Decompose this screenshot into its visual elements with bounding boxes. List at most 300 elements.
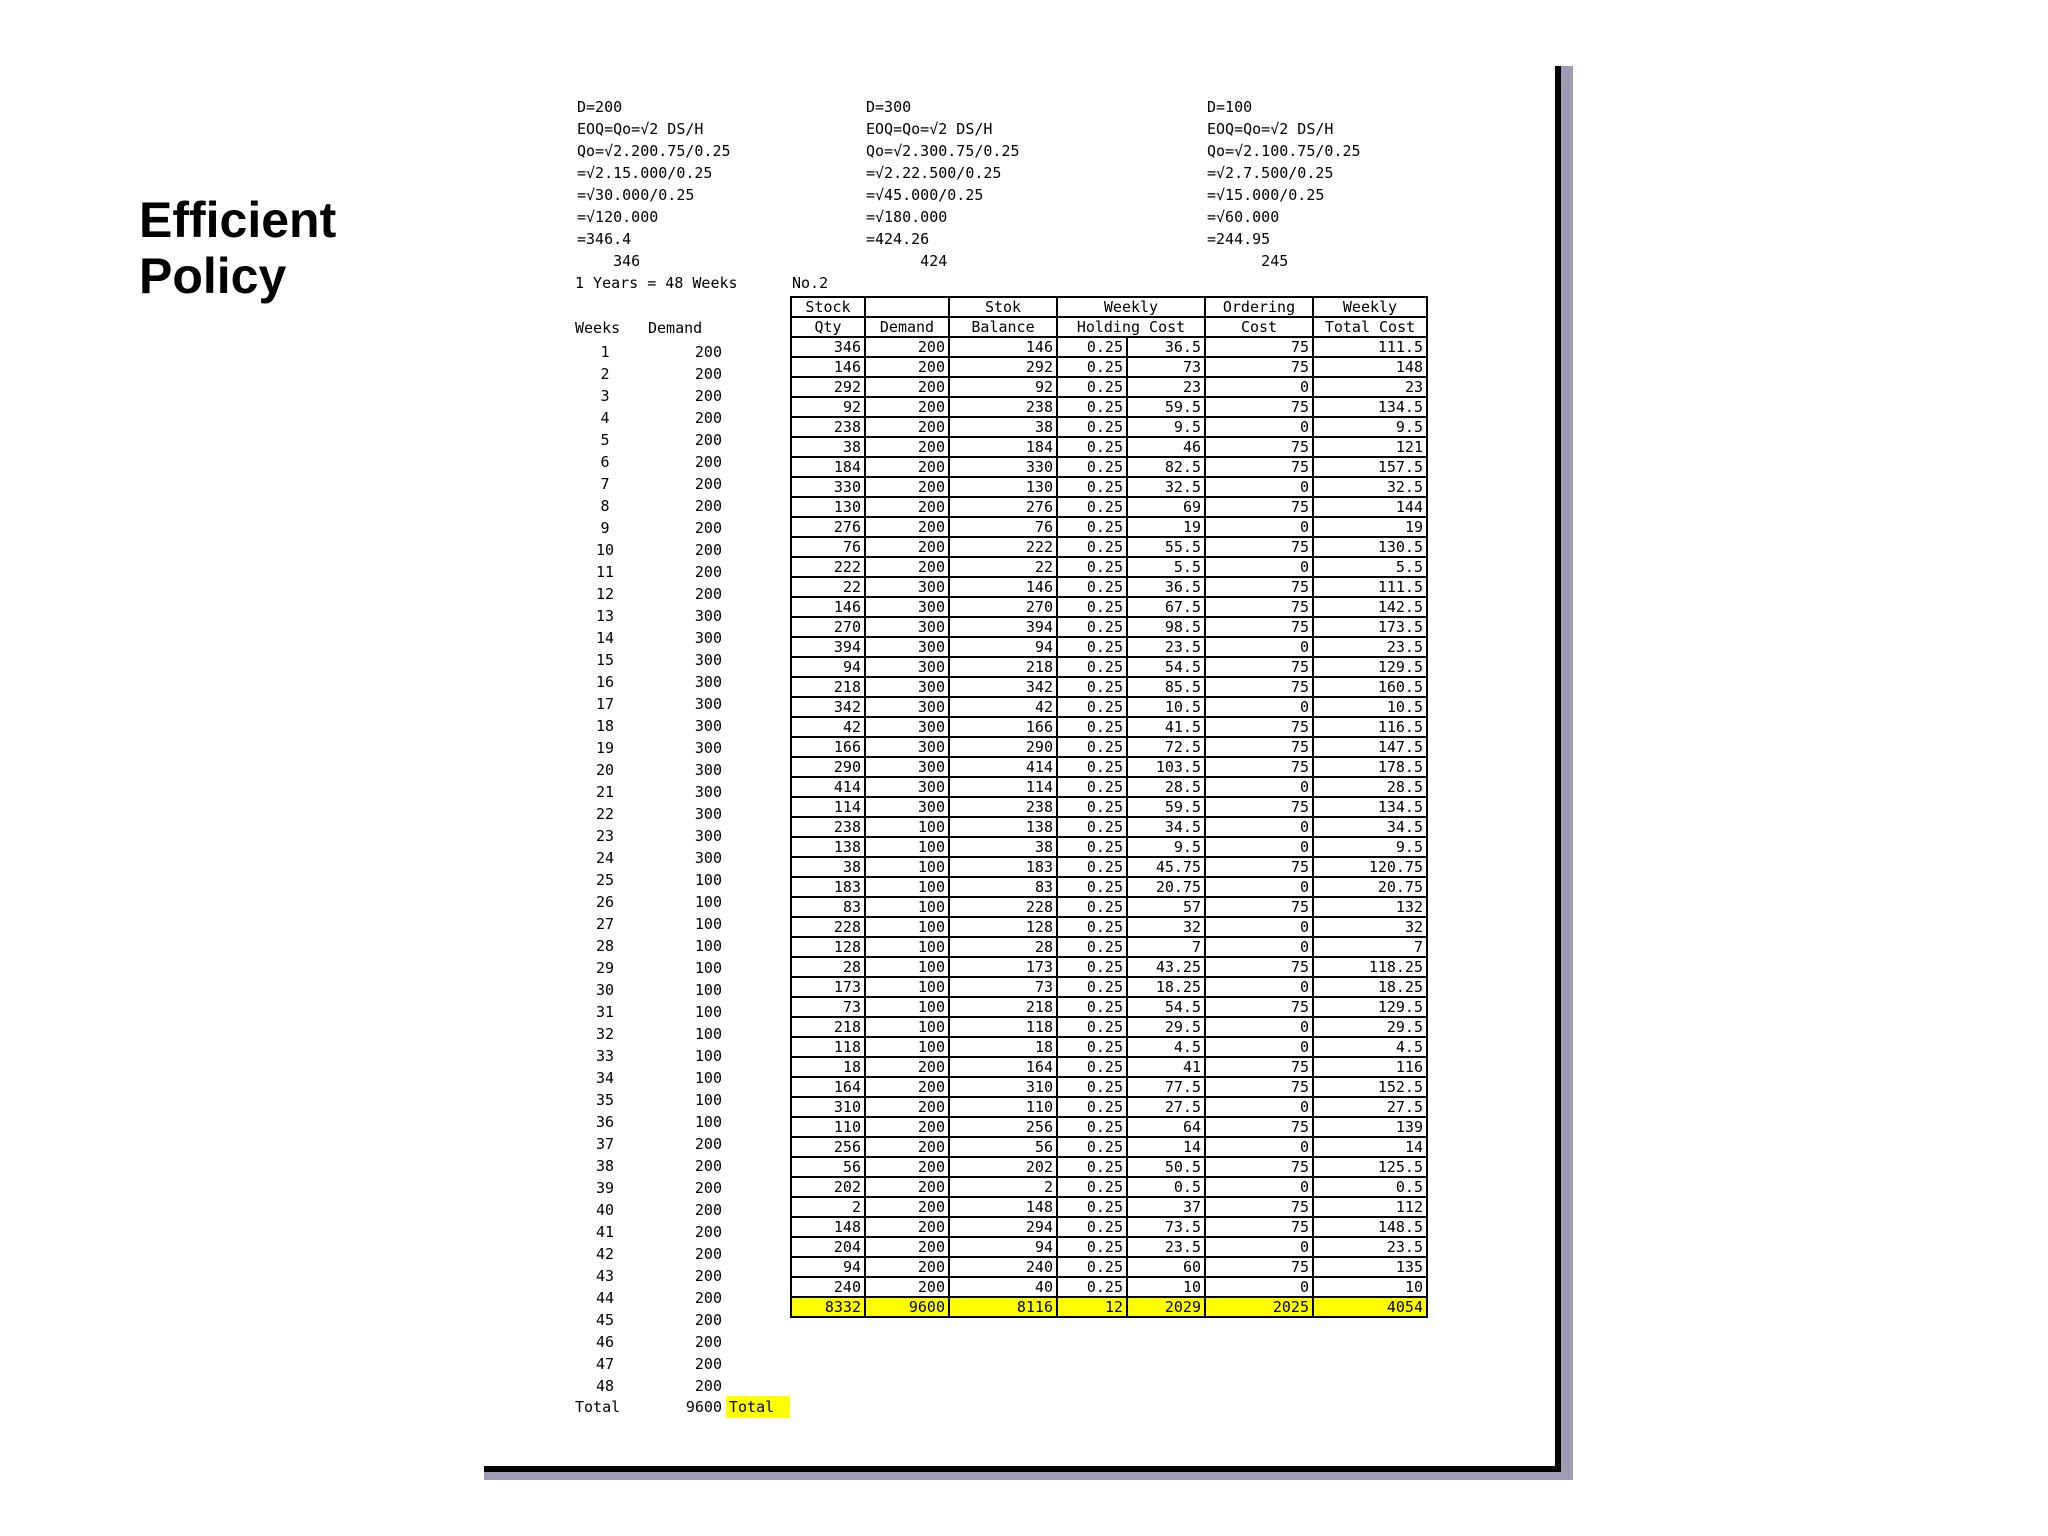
calc-line: =√45.000/0.25 [866, 186, 984, 204]
week-number: 24 [595, 849, 615, 867]
calc-line: EOQ=Qo=√2 DS/H [577, 120, 704, 138]
weekly-total-cost: 173.5 [1313, 617, 1427, 637]
ordering-cost: 75 [1205, 737, 1313, 757]
weekly-total-cost: 116 [1313, 1057, 1427, 1077]
stock-balance: 184 [949, 437, 1057, 457]
ordering-cost: 75 [1205, 497, 1313, 517]
holding-cost: 29.5 [1127, 1017, 1205, 1037]
week-demand: 200 [694, 1267, 722, 1285]
holding-cost: 5.5 [1127, 557, 1205, 577]
week-demand: 100 [694, 1091, 722, 1109]
table-row [791, 797, 1427, 817]
stock-balance: 56 [949, 1137, 1057, 1157]
holding-rate: 0.25 [1057, 677, 1127, 697]
ordering-cost: 0 [1205, 817, 1313, 837]
stock-qty: 276 [791, 517, 865, 537]
ordering-cost: 0 [1205, 1177, 1313, 1197]
week-number: 43 [595, 1267, 615, 1285]
demand: 300 [865, 797, 949, 817]
ordering-cost: 0 [1205, 1137, 1313, 1157]
weekly-total-cost: 19 [1313, 517, 1427, 537]
stock-qty: 218 [791, 1017, 865, 1037]
stock-qty: 38 [791, 857, 865, 877]
holding-cost: 27.5 [1127, 1097, 1205, 1117]
ordering-cost: 0 [1205, 1097, 1313, 1117]
holding-rate: 0.25 [1057, 617, 1127, 637]
demand: 200 [865, 1137, 949, 1157]
table-total-row [791, 1297, 1427, 1317]
holding-rate: 0.25 [1057, 997, 1127, 1017]
weekly-total-cost: 121 [1313, 437, 1427, 457]
table-row [791, 697, 1427, 717]
stock-balance: 148 [949, 1197, 1057, 1217]
weekly-total-cost: 5.5 [1313, 557, 1427, 577]
calc-line: =424.26 [866, 230, 930, 248]
table-row [791, 997, 1427, 1017]
table-row [791, 397, 1427, 417]
stock-balance: 270 [949, 597, 1057, 617]
weekly-total-cost: 160.5 [1313, 677, 1427, 697]
holding-cost: 54.5 [1127, 997, 1205, 1017]
stock-balance: 40 [949, 1277, 1057, 1297]
weekly-total-cost: 27.5 [1313, 1097, 1427, 1117]
holding-rate: 0.25 [1057, 837, 1127, 857]
week-number: 32 [595, 1025, 615, 1043]
table-row [791, 1037, 1427, 1057]
stock-balance: 73 [949, 977, 1057, 997]
week-demand: 100 [694, 1025, 722, 1043]
total-holding-rate: 12 [1057, 1297, 1127, 1317]
holding-cost: 67.5 [1127, 597, 1205, 617]
week-number: 29 [595, 959, 615, 977]
holding-cost: 28.5 [1127, 777, 1205, 797]
holding-rate: 0.25 [1057, 1237, 1127, 1257]
holding-rate: 0.25 [1057, 657, 1127, 677]
ordering-cost: 75 [1205, 577, 1313, 597]
holding-cost: 19 [1127, 517, 1205, 537]
stock-balance: 146 [949, 337, 1057, 357]
week-number: 8 [600, 497, 610, 515]
holding-cost: 41.5 [1127, 717, 1205, 737]
stock-balance: 28 [949, 937, 1057, 957]
week-number: 15 [595, 651, 615, 669]
header-weekly-total: Weekly [1313, 297, 1427, 317]
ordering-cost: 75 [1205, 1157, 1313, 1177]
calc-line: EOQ=Qo=√2 DS/H [1207, 120, 1334, 138]
table-row [791, 1097, 1427, 1117]
week-demand: 200 [694, 1223, 722, 1241]
holding-cost: 41 [1127, 1057, 1205, 1077]
weekly-total-cost: 135 [1313, 1257, 1427, 1277]
header-cost: Cost [1205, 317, 1313, 337]
demand: 100 [865, 957, 949, 977]
stock-qty: 114 [791, 797, 865, 817]
holding-cost: 0.5 [1127, 1177, 1205, 1197]
table-header-row-1 [791, 297, 1427, 317]
stock-balance: 22 [949, 557, 1057, 577]
table-row [791, 1177, 1427, 1197]
holding-rate: 0.25 [1057, 377, 1127, 397]
week-number: 4 [600, 409, 610, 427]
week-demand: 300 [694, 607, 722, 625]
holding-rate: 0.25 [1057, 897, 1127, 917]
week-demand: 200 [694, 1289, 722, 1307]
holding-rate: 0.25 [1057, 1217, 1127, 1237]
demand: 200 [865, 1197, 949, 1217]
ordering-cost: 75 [1205, 597, 1313, 617]
weekly-total-cost: 134.5 [1313, 797, 1427, 817]
holding-cost: 60 [1127, 1257, 1205, 1277]
weekly-total-cost: 148 [1313, 357, 1427, 377]
holding-rate: 0.25 [1057, 577, 1127, 597]
stock-qty: 128 [791, 937, 865, 957]
weekly-total-cost: 116.5 [1313, 717, 1427, 737]
ordering-cost: 0 [1205, 877, 1313, 897]
holding-rate: 0.25 [1057, 737, 1127, 757]
header-qty: Qty [791, 317, 865, 337]
table-row [791, 897, 1427, 917]
weekly-total-cost: 20.75 [1313, 877, 1427, 897]
calc-line: =346.4 [577, 230, 632, 248]
week-number: 40 [595, 1201, 615, 1219]
holding-rate: 0.25 [1057, 1057, 1127, 1077]
holding-cost: 57 [1127, 897, 1205, 917]
demand: 100 [865, 917, 949, 937]
frame-shadow-bottom [484, 1472, 1573, 1480]
demand: 200 [865, 477, 949, 497]
week-number: 36 [595, 1113, 615, 1131]
calc-line: D=300 [866, 98, 912, 116]
ordering-cost: 75 [1205, 897, 1313, 917]
calc-line: =√180.000 [866, 208, 948, 226]
stock-balance: 342 [949, 677, 1057, 697]
calc-line: 424 [866, 252, 948, 270]
week-demand: 200 [694, 431, 722, 449]
demand: 200 [865, 1237, 949, 1257]
stock-qty: 204 [791, 1237, 865, 1257]
holding-rate: 0.25 [1057, 857, 1127, 877]
table-row [791, 937, 1427, 957]
demand: 300 [865, 637, 949, 657]
week-demand: 300 [694, 761, 722, 779]
stock-qty: 164 [791, 1077, 865, 1097]
week-number: 20 [595, 761, 615, 779]
demand: 300 [865, 717, 949, 737]
demand: 200 [865, 1257, 949, 1277]
ordering-cost: 75 [1205, 337, 1313, 357]
holding-cost: 10 [1127, 1277, 1205, 1297]
holding-cost: 37 [1127, 1197, 1205, 1217]
week-number: 42 [595, 1245, 615, 1263]
stock-qty: 83 [791, 897, 865, 917]
demand: 200 [865, 1217, 949, 1237]
table-row [791, 517, 1427, 537]
holding-rate: 0.25 [1057, 497, 1127, 517]
holding-rate: 0.25 [1057, 417, 1127, 437]
demand: 200 [865, 377, 949, 397]
weekly-total-cost: 129.5 [1313, 997, 1427, 1017]
week-demand: 200 [694, 1377, 722, 1395]
total-weeks-label: Total [575, 1398, 621, 1416]
demand: 300 [865, 697, 949, 717]
holding-cost: 36.5 [1127, 337, 1205, 357]
weekly-total-cost: 10 [1313, 1277, 1427, 1297]
demand: 100 [865, 977, 949, 997]
stock-balance: 42 [949, 697, 1057, 717]
week-number: 30 [595, 981, 615, 999]
stock-qty: 222 [791, 557, 865, 577]
total-weekly-total-cost: 4054 [1313, 1297, 1427, 1317]
ordering-cost: 75 [1205, 457, 1313, 477]
demand: 100 [865, 817, 949, 837]
stock-balance: 310 [949, 1077, 1057, 1097]
weekly-total-cost: 157.5 [1313, 457, 1427, 477]
stock-balance: 76 [949, 517, 1057, 537]
ordering-cost: 0 [1205, 1037, 1313, 1057]
week-number: 34 [595, 1069, 615, 1087]
demand: 300 [865, 617, 949, 637]
ordering-cost: 75 [1205, 1257, 1313, 1277]
holding-cost: 34.5 [1127, 817, 1205, 837]
header-demand: Demand [865, 317, 949, 337]
stock-qty: 342 [791, 697, 865, 717]
header-total-cost: Total Cost [1313, 317, 1427, 337]
stock-balance: 183 [949, 857, 1057, 877]
week-demand: 200 [694, 387, 722, 405]
stock-balance: 294 [949, 1217, 1057, 1237]
weekly-total-cost: 134.5 [1313, 397, 1427, 417]
week-demand: 100 [694, 893, 722, 911]
demand: 300 [865, 657, 949, 677]
stock-balance: 173 [949, 957, 1057, 977]
calc-line: 346 [577, 252, 641, 270]
slide-title [139, 192, 336, 304]
calc-block-d300 [866, 96, 1020, 272]
stock-qty: 238 [791, 817, 865, 837]
week-number: 1 [600, 343, 610, 361]
week-demand: 100 [694, 1069, 722, 1087]
holding-cost: 20.75 [1127, 877, 1205, 897]
ordering-cost: 0 [1205, 837, 1313, 857]
weekly-total-cost: 148.5 [1313, 1217, 1427, 1237]
holding-cost: 43.25 [1127, 957, 1205, 977]
ordering-cost: 75 [1205, 1117, 1313, 1137]
week-number: 5 [600, 431, 610, 449]
title-line-1: Efficient [139, 192, 337, 248]
week-number: 31 [595, 1003, 615, 1021]
week-number: 2 [600, 365, 610, 383]
weeks-header: Weeks [575, 319, 621, 337]
stock-qty: 94 [791, 1257, 865, 1277]
holding-rate: 0.25 [1057, 557, 1127, 577]
ordering-cost: 0 [1205, 977, 1313, 997]
table-row [791, 737, 1427, 757]
ordering-cost: 0 [1205, 637, 1313, 657]
stock-balance: 238 [949, 797, 1057, 817]
stock-qty: 346 [791, 337, 865, 357]
holding-cost: 9.5 [1127, 417, 1205, 437]
week-demand: 200 [694, 475, 722, 493]
stock-qty: 2 [791, 1197, 865, 1217]
weekly-total-cost: 152.5 [1313, 1077, 1427, 1097]
weekly-total-cost: 147.5 [1313, 737, 1427, 757]
table-row [791, 957, 1427, 977]
ordering-cost: 75 [1205, 437, 1313, 457]
stock-qty: 18 [791, 1057, 865, 1077]
ordering-cost: 75 [1205, 677, 1313, 697]
week-demand: 300 [694, 695, 722, 713]
stock-balance: 83 [949, 877, 1057, 897]
table-row [791, 817, 1427, 837]
calc-line: =√2.22.500/0.25 [866, 164, 1002, 182]
calc-line: 245 [1207, 252, 1289, 270]
weekly-total-cost: 23 [1313, 377, 1427, 397]
stock-qty: 130 [791, 497, 865, 517]
table-row [791, 1277, 1427, 1297]
holding-cost: 7 [1127, 937, 1205, 957]
week-number: 9 [600, 519, 610, 537]
demand: 200 [865, 1177, 949, 1197]
stock-balance: 92 [949, 377, 1057, 397]
calc-line: =√60.000 [1207, 208, 1280, 226]
week-demand: 200 [694, 409, 722, 427]
stock-balance: 276 [949, 497, 1057, 517]
stock-qty: 38 [791, 437, 865, 457]
week-number: 21 [595, 783, 615, 801]
holding-cost: 59.5 [1127, 397, 1205, 417]
weekly-total-cost: 130.5 [1313, 537, 1427, 557]
stock-qty: 110 [791, 1117, 865, 1137]
demand: 300 [865, 737, 949, 757]
stock-balance: 146 [949, 577, 1057, 597]
week-demand: 200 [694, 1355, 722, 1373]
calc-line: =√2.7.500/0.25 [1207, 164, 1334, 182]
week-number: 14 [595, 629, 615, 647]
week-demand: 300 [694, 739, 722, 757]
stock-balance: 330 [949, 457, 1057, 477]
stock-qty: 56 [791, 1157, 865, 1177]
table-header-row-2 [791, 317, 1427, 337]
week-number: 12 [595, 585, 615, 603]
week-demand: 200 [694, 585, 722, 603]
stock-qty: 166 [791, 737, 865, 757]
demand: 200 [865, 437, 949, 457]
week-number: 46 [595, 1333, 615, 1351]
holding-rate: 0.25 [1057, 357, 1127, 377]
demand: 300 [865, 757, 949, 777]
ordering-cost: 75 [1205, 357, 1313, 377]
stock-qty: 238 [791, 417, 865, 437]
table-row [791, 1057, 1427, 1077]
week-number: 28 [595, 937, 615, 955]
stock-balance: 256 [949, 1117, 1057, 1137]
calc-line: Qo=√2.100.75/0.25 [1207, 142, 1361, 160]
total-demand-value: 9600 [685, 1398, 722, 1416]
holding-cost: 23.5 [1127, 1237, 1205, 1257]
stock-qty: 330 [791, 477, 865, 497]
table-row [791, 857, 1427, 877]
table-row [791, 477, 1427, 497]
calc-line: D=200 [577, 98, 623, 116]
holding-rate: 0.25 [1057, 1177, 1127, 1197]
week-demand: 200 [694, 541, 722, 559]
stock-balance: 240 [949, 1257, 1057, 1277]
demand: 100 [865, 997, 949, 1017]
demand: 200 [865, 557, 949, 577]
demand: 100 [865, 857, 949, 877]
header-balance: Balance [949, 317, 1057, 337]
ordering-cost: 0 [1205, 1277, 1313, 1297]
stock-qty: 394 [791, 637, 865, 657]
calc-block-d200 [577, 96, 731, 272]
calc-line: Qo=√2.300.75/0.25 [866, 142, 1020, 160]
holding-rate: 0.25 [1057, 717, 1127, 737]
calc-block-d100 [1207, 96, 1361, 272]
demand: 200 [865, 1277, 949, 1297]
table-row [791, 1217, 1427, 1237]
week-demand: 200 [694, 365, 722, 383]
stock-balance: 166 [949, 717, 1057, 737]
weekly-total-cost: 144 [1313, 497, 1427, 517]
week-number: 33 [595, 1047, 615, 1065]
week-demand: 300 [694, 827, 722, 845]
calc-line: =244.95 [1207, 230, 1271, 248]
demand: 100 [865, 837, 949, 857]
holding-cost: 54.5 [1127, 657, 1205, 677]
weekly-total-cost: 112 [1313, 1197, 1427, 1217]
week-demand: 100 [694, 981, 722, 999]
table-row [791, 777, 1427, 797]
holding-rate: 0.25 [1057, 637, 1127, 657]
stock-qty: 138 [791, 837, 865, 857]
week-number: 3 [600, 387, 610, 405]
week-number: 22 [595, 805, 615, 823]
week-demand: 100 [694, 1003, 722, 1021]
stock-qty: 148 [791, 1217, 865, 1237]
week-demand: 200 [694, 1311, 722, 1329]
week-demand: 200 [694, 1333, 722, 1351]
holding-rate: 0.25 [1057, 777, 1127, 797]
table-row [791, 1117, 1427, 1137]
holding-rate: 0.25 [1057, 537, 1127, 557]
frame-shadow-right [1561, 66, 1573, 1480]
demand: 200 [865, 1057, 949, 1077]
weekly-total-cost: 125.5 [1313, 1157, 1427, 1177]
holding-rate: 0.25 [1057, 337, 1127, 357]
holding-cost: 73 [1127, 357, 1205, 377]
week-demand: 300 [694, 783, 722, 801]
ordering-cost: 0 [1205, 417, 1313, 437]
ordering-cost: 75 [1205, 717, 1313, 737]
holding-cost: 18.25 [1127, 977, 1205, 997]
week-number: 48 [595, 1377, 615, 1395]
stock-balance: 394 [949, 617, 1057, 637]
table-row [791, 657, 1427, 677]
demand: 200 [865, 397, 949, 417]
stock-balance: 130 [949, 477, 1057, 497]
holding-cost: 82.5 [1127, 457, 1205, 477]
table-row [791, 577, 1427, 597]
week-demand: 200 [694, 453, 722, 471]
week-number: 11 [595, 563, 615, 581]
stock-qty: 94 [791, 657, 865, 677]
week-demand: 200 [694, 1135, 722, 1153]
ordering-cost: 75 [1205, 1197, 1313, 1217]
table-row [791, 637, 1427, 657]
holding-rate: 0.25 [1057, 1097, 1127, 1117]
holding-rate: 0.25 [1057, 1277, 1127, 1297]
week-number: 38 [595, 1157, 615, 1175]
